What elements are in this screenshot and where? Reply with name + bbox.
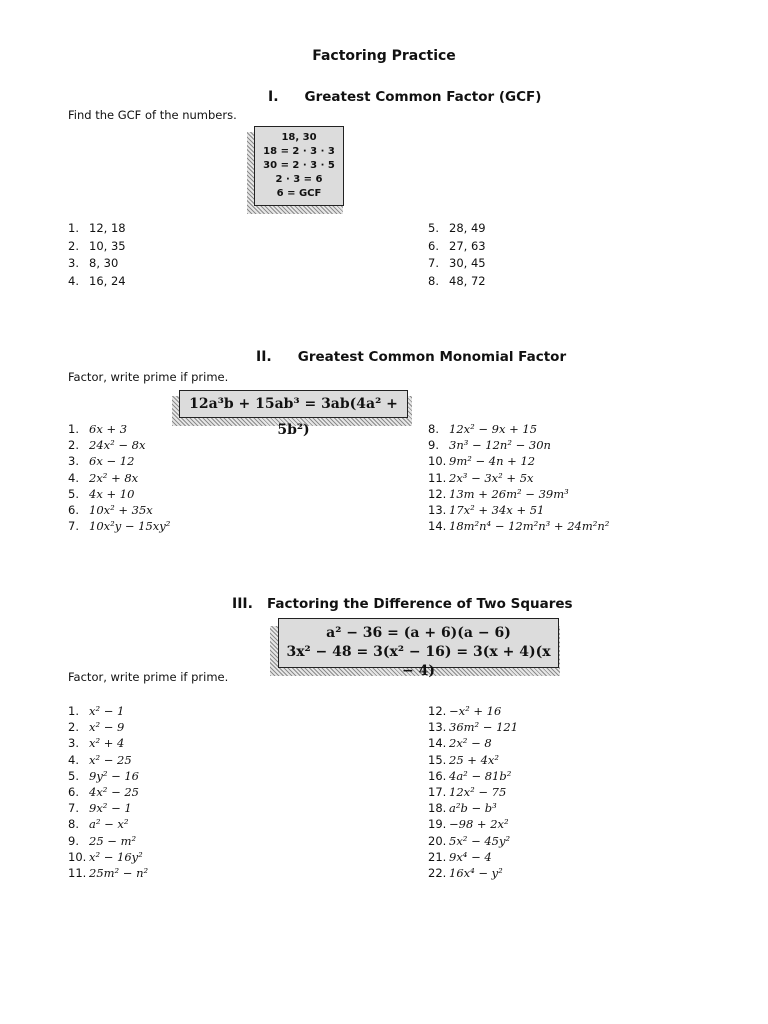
problem-item [428, 784, 518, 800]
problem-expression: −x² + 16 [449, 704, 502, 718]
section-3-left-list [68, 703, 148, 881]
problem-item [68, 735, 148, 751]
problem-item [428, 273, 486, 291]
problem-number: 5. [428, 221, 439, 235]
problem-number: 22. [428, 866, 447, 881]
problem-expression: 24x² − 8x [89, 438, 146, 453]
problem-number: 4. [68, 752, 79, 767]
problem-number: 7. [428, 256, 439, 270]
problem-expression: 9y² − 16 [89, 768, 140, 783]
problem-number: 4. [68, 470, 79, 485]
problem-item [428, 502, 609, 518]
problem-expression: x² − 1 [89, 704, 125, 718]
problem-number: 14. [428, 736, 447, 751]
squares-example-line: 3x² − 48 = 3(x² − 16) = 3(x + 4)(x − 4) [286, 644, 551, 679]
problem-item [68, 273, 126, 291]
problem-item [428, 752, 518, 768]
problem-expression: 25 − m² [89, 833, 137, 848]
problem-expression: 30, 45 [449, 256, 486, 270]
problem-number: 12. [428, 704, 447, 718]
problem-number: 15. [428, 752, 447, 767]
problem-item [428, 470, 609, 486]
section-2-number: II. [256, 349, 272, 365]
problem-expression: 4x² − 25 [89, 785, 139, 800]
problem-item [68, 703, 148, 719]
problem-item [68, 752, 148, 768]
problem-number: 13. [428, 503, 447, 518]
problem-item [68, 255, 126, 273]
gcf-example-line: 18 = 2 · 3 · 3 [263, 146, 335, 157]
problem-number: 20. [428, 833, 447, 848]
problem-number: 19. [428, 817, 447, 832]
problem-expression: 3n³ − 12n² − 30n [449, 438, 551, 453]
problem-expression: 18m²n⁴ − 12m²n³ + 24m²n² [449, 519, 610, 534]
problem-item [428, 255, 486, 273]
problem-expression: 16x⁴ − y² [449, 866, 503, 881]
problem-expression: 2x² + 8x [89, 470, 139, 485]
problem-number: 8. [428, 422, 439, 436]
problem-item [68, 849, 148, 865]
problem-expression: 10x² + 35x [89, 503, 153, 518]
section-1-left-list [68, 220, 126, 290]
problem-expression: 9m² − 4n + 12 [449, 454, 536, 469]
section-3-heading [232, 596, 573, 612]
problem-expression: 6x − 12 [89, 454, 135, 469]
problem-expression: x² − 9 [89, 720, 125, 735]
problem-item [68, 486, 170, 502]
problem-number: 18. [428, 801, 447, 816]
problem-item [68, 784, 148, 800]
problem-number: 5. [68, 486, 79, 501]
problem-item [68, 453, 170, 469]
problem-expression: 4a² − 81b² [449, 768, 512, 783]
problem-expression: 28, 49 [449, 221, 486, 235]
problem-expression: 13m + 26m² − 39m³ [449, 486, 569, 501]
problem-expression: 6x + 3 [89, 422, 128, 436]
problem-item [68, 470, 170, 486]
problem-number: 2. [68, 720, 79, 735]
problem-item [428, 421, 609, 437]
problem-item [428, 437, 609, 453]
problem-expression: x² − 16y² [89, 849, 143, 864]
problem-item [68, 437, 170, 453]
problem-number: 16. [428, 768, 447, 783]
problem-number: 9. [68, 833, 79, 848]
problem-number: 13. [428, 720, 447, 735]
problem-expression: 10x²y − 15xy² [89, 519, 171, 534]
section-3-right-list [428, 703, 518, 881]
section-2-left-list [68, 421, 170, 534]
problem-expression: −98 + 2x² [449, 817, 509, 832]
problem-number: 12. [428, 486, 447, 501]
problem-item [428, 800, 518, 816]
problem-number: 10. [428, 454, 447, 469]
problem-expression: a²b − b³ [449, 801, 497, 816]
problem-expression: 36m² − 121 [449, 720, 519, 735]
problem-expression: 12x² − 75 [449, 785, 507, 800]
problem-item [428, 453, 609, 469]
problem-number: 3. [68, 256, 79, 270]
problem-number: 7. [68, 801, 79, 816]
problem-number: 9. [428, 438, 439, 453]
problem-expression: 5x² − 45y² [449, 833, 511, 848]
problem-number: 6. [68, 503, 79, 518]
problem-item [428, 735, 518, 751]
problem-number: 1. [68, 422, 79, 436]
gcf-example-line: 30 = 2 · 3 · 5 [263, 160, 335, 171]
problem-expression: 16, 24 [89, 273, 126, 288]
problem-item [68, 768, 148, 784]
problem-item [68, 238, 126, 256]
problem-item [68, 421, 170, 437]
problem-item [68, 220, 126, 238]
problem-expression: 4x + 10 [89, 486, 135, 501]
problem-item [428, 849, 518, 865]
problem-expression: 10, 35 [89, 238, 126, 253]
section-1-instruction: Find the GCF of the numbers. [68, 108, 237, 122]
problem-expression: 25 + 4x² [449, 752, 499, 767]
problem-item [428, 238, 486, 256]
problem-number: 1. [68, 221, 79, 235]
problem-number: 11. [428, 470, 447, 485]
section-3-number: III. [232, 596, 253, 612]
problem-expression: 17x² + 34x + 51 [449, 503, 545, 518]
section-1-right-list [428, 220, 486, 290]
problem-expression: x² − 25 [89, 752, 132, 767]
problem-number: 2. [68, 238, 79, 253]
section-3-title: Factoring the Difference of Two Squares [266, 596, 573, 612]
problem-item [428, 833, 518, 849]
section-2-heading [256, 349, 566, 365]
section-2-title: Greatest Common Monomial Factor [297, 349, 567, 365]
problem-item [68, 502, 170, 518]
problem-number: 1. [68, 704, 79, 718]
section-1-title: Greatest Common Factor (GCF) [304, 89, 542, 105]
problem-number: 3. [68, 454, 79, 469]
problem-number: 3. [68, 736, 79, 751]
section-2-right-list [428, 421, 609, 534]
gcf-example-line: 6 = GCF [276, 188, 322, 199]
problem-item [428, 703, 518, 719]
problem-number: 10. [68, 849, 87, 864]
problem-expression: 25m² − n² [89, 866, 149, 881]
problem-item [428, 518, 609, 534]
problem-number: 6. [428, 238, 439, 253]
section-2-instruction: Factor, write prime if prime. [68, 370, 229, 384]
gcf-example-box [254, 126, 344, 206]
problem-expression: 9x² − 1 [89, 801, 132, 816]
problem-item [428, 816, 518, 832]
problem-number: 6. [68, 785, 79, 800]
problem-item [68, 518, 170, 534]
problem-item [428, 486, 609, 502]
problem-number: 5. [68, 768, 79, 783]
problem-item [428, 719, 518, 735]
problem-expression: 48, 72 [449, 273, 486, 288]
problem-expression: 9x⁴ − 4 [449, 849, 492, 864]
problem-item [68, 865, 148, 881]
problem-number: 7. [68, 519, 79, 534]
gcf-example-line: 18, 30 [281, 132, 317, 143]
problem-expression: a² − x² [89, 817, 129, 832]
section-1-heading [268, 89, 541, 105]
section-1-number: I. [268, 89, 279, 105]
problem-item [68, 816, 148, 832]
gcf-example-line: 2 · 3 = 6 [275, 174, 323, 185]
problem-number: 11. [68, 866, 87, 881]
problem-number: 21. [428, 849, 447, 864]
problem-expression: x² + 4 [89, 736, 125, 751]
problem-expression: 2x² − 8 [449, 736, 492, 751]
problem-number: 17. [428, 785, 447, 800]
squares-example-line: a² − 36 = (a + 6)(a − 6) [326, 625, 511, 641]
problem-item [68, 833, 148, 849]
problem-expression: 12x² − 9x + 15 [449, 422, 538, 436]
problem-item [428, 220, 486, 238]
problem-expression: 12, 18 [89, 221, 126, 235]
page-title: Factoring Practice [312, 48, 456, 64]
problem-item [68, 719, 148, 735]
problem-item [428, 865, 518, 881]
problem-item [428, 768, 518, 784]
problem-item [68, 800, 148, 816]
problem-expression: 2x³ − 3x² + 5x [449, 470, 534, 485]
problem-number: 4. [68, 273, 79, 288]
squares-example-box [278, 618, 559, 679]
problem-number: 8. [68, 817, 79, 832]
problem-number: 2. [68, 438, 79, 453]
problem-number: 8. [428, 273, 439, 288]
problem-expression: 27, 63 [449, 238, 486, 253]
monomial-example-box: 12a³b + 15ab³ = 3ab(4a² + 5b²) [179, 390, 408, 418]
problem-number: 14. [428, 519, 447, 534]
section-3-instruction: Factor, write prime if prime. [68, 670, 229, 684]
problem-expression: 8, 30 [89, 256, 119, 270]
